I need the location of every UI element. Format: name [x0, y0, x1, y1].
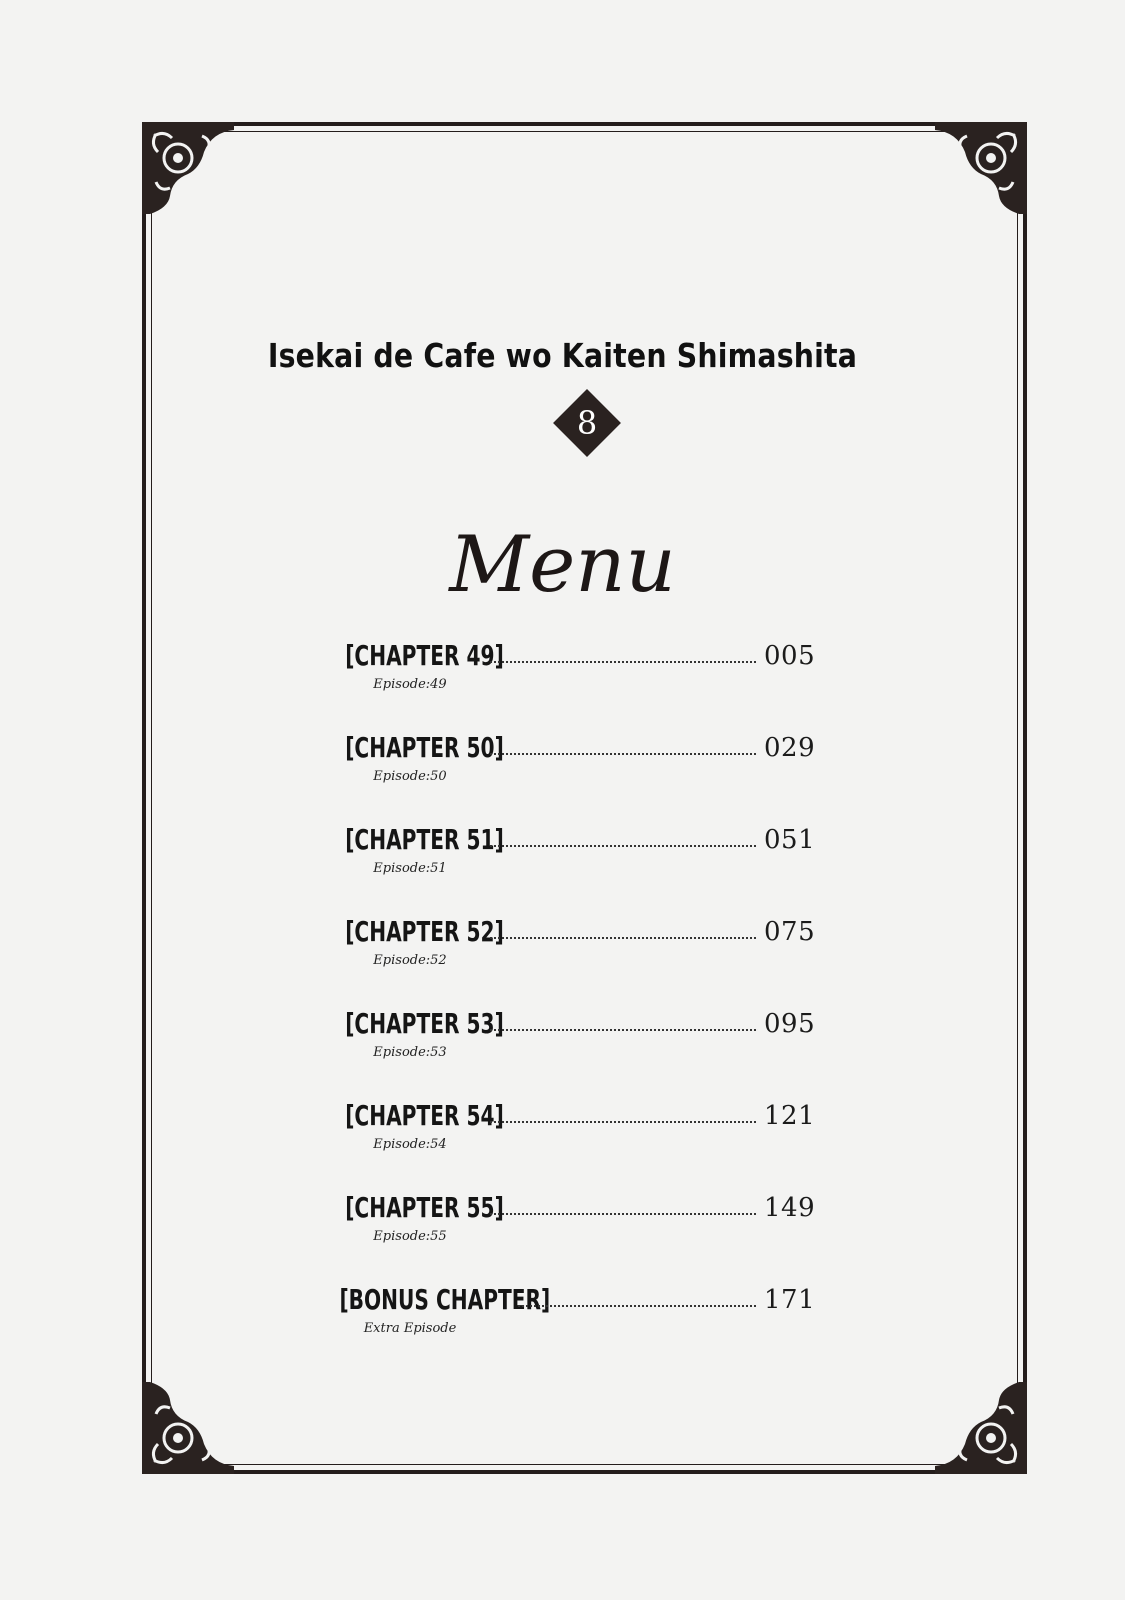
chapter-title: [CHAPTER 53] — [345, 1007, 504, 1040]
corner-ornament-icon — [142, 1382, 234, 1474]
chapter-title: [BONUS CHAPTER] — [339, 1283, 551, 1316]
toc-entry — [320, 731, 820, 801]
toc-entry — [320, 1191, 820, 1261]
page-number: 075 — [764, 917, 816, 947]
episode-subtitle: Episode:55 — [373, 1229, 447, 1244]
toc-entry — [320, 1007, 820, 1077]
corner-ornament-icon — [935, 122, 1027, 214]
chapter-title: [CHAPTER 55] — [345, 1191, 504, 1224]
chapter-title: [CHAPTER 49] — [345, 639, 504, 672]
chapter-title: [CHAPTER 52] — [345, 915, 504, 948]
page-number: 149 — [764, 1193, 816, 1223]
page-number: 029 — [764, 733, 816, 763]
corner-ornament-icon — [142, 122, 234, 214]
toc-entry — [320, 1283, 820, 1353]
toc-entry — [320, 1099, 820, 1169]
toc-entry — [320, 639, 820, 709]
series-title: Isekai de Cafe wo Kaiten Shimashita — [267, 336, 858, 375]
page-number: 171 — [764, 1285, 816, 1315]
dotted-leader — [490, 937, 756, 939]
dotted-leader — [490, 753, 756, 755]
dotted-leader — [490, 1029, 756, 1031]
dotted-leader — [490, 1213, 756, 1215]
chapter-title: [CHAPTER 50] — [345, 731, 504, 764]
episode-subtitle: Episode:51 — [373, 861, 447, 876]
page-number: 121 — [764, 1101, 816, 1131]
dotted-leader — [490, 1121, 756, 1123]
toc-entry — [320, 823, 820, 893]
dotted-leader — [518, 1305, 756, 1307]
corner-ornament-icon — [935, 1382, 1027, 1474]
episode-subtitle: Episode:50 — [373, 769, 447, 784]
episode-subtitle: Episode:53 — [373, 1045, 447, 1060]
episode-subtitle: Episode:54 — [373, 1137, 447, 1152]
episode-subtitle: Episode:52 — [373, 953, 447, 968]
menu-heading: Menu — [449, 520, 676, 610]
chapter-title: [CHAPTER 51] — [345, 823, 504, 856]
toc-entry — [320, 915, 820, 985]
dotted-leader — [490, 845, 756, 847]
volume-number: 8 — [576, 404, 598, 442]
chapter-title: [CHAPTER 54] — [345, 1099, 504, 1132]
dotted-leader — [490, 661, 756, 663]
page-number: 005 — [764, 641, 816, 671]
page-number: 051 — [764, 825, 816, 855]
page-number: 095 — [764, 1009, 816, 1039]
episode-subtitle: Episode:49 — [373, 677, 447, 692]
episode-subtitle: Extra Episode — [363, 1321, 457, 1336]
